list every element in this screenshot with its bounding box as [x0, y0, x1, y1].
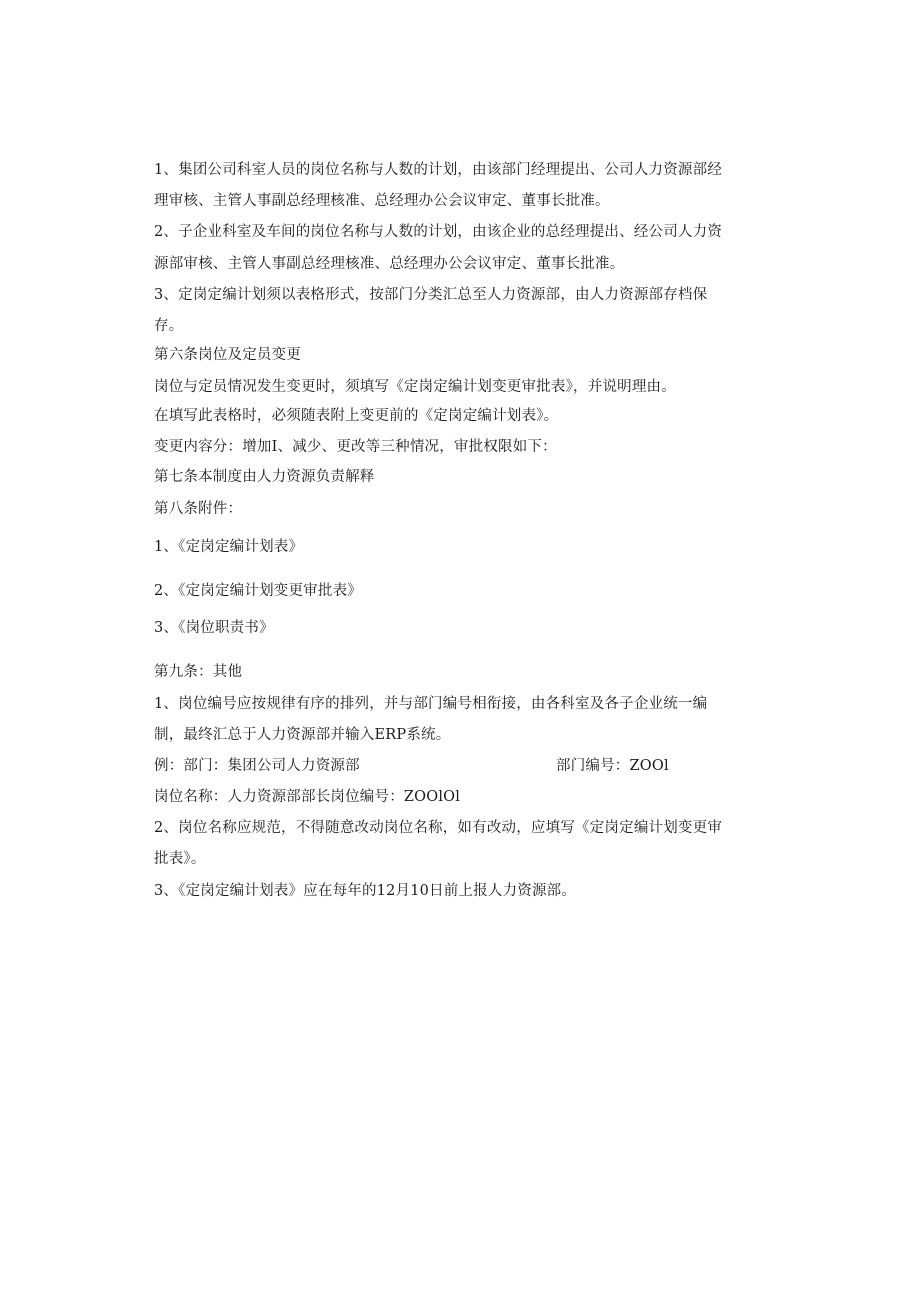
- paragraph-line: 3、《定岗定编计划表》应在每年的12月10日前上报人力资源部。: [154, 883, 577, 899]
- attachment-item: 1、《定岗定编计划表》: [154, 539, 304, 555]
- paragraph-line: 理审核、主管人事副总经理核准、总经理办公会议审定、董事长批准。: [154, 193, 610, 209]
- paragraph-line: 3、定岗定编计划须以表格形式，按部门分类汇总至人力资源部，由人力资源部存档保: [154, 287, 708, 303]
- paragraph-line: 岗位与定员情况发生变更时，须填写《定岗定编计划变更审批表》，并说明理由。: [154, 379, 676, 395]
- example-department: 例：部门：集团公司人力资源部: [154, 758, 360, 774]
- attachment-item: 2、《定岗定编计划变更审批表》: [154, 583, 362, 599]
- paragraph-line: 岗位名称：人力资源部部长岗位编号：ZOOlOl: [154, 789, 461, 805]
- paragraph-line: 在填写此表格时，必须随表附上变更前的《定岗定编计划表》。: [154, 408, 559, 424]
- paragraph-line: 2、子企业科室及车间的岗位名称与人数的计划，由该企业的总经理提出、经公司人力资: [154, 224, 723, 240]
- example-department-code: 部门编号：ZOOl: [556, 758, 669, 774]
- paragraph-line: 1、集团公司科室人员的岗位名称与人数的计划，由该部门经理提出、公司人力资源部经: [154, 162, 723, 178]
- paragraph-line: 批表》。: [154, 851, 206, 867]
- paragraph-line: 制，最终汇总于人力资源部并输入ERP系统。: [154, 727, 451, 743]
- paragraph-line: 源部审核、主管人事副总经理核准、总经理办公会议审定、董事长批准。: [154, 256, 625, 272]
- section-heading: 第八条附件：: [154, 501, 243, 517]
- paragraph-line: 2、岗位名称应规范，不得随意改动岗位名称，如有改动，应填写《定岗定编计划变更审: [154, 820, 723, 836]
- attachment-item: 3、《岗位职责书》: [154, 620, 274, 636]
- paragraph-line: 存。: [154, 318, 184, 334]
- section-heading: 第六条岗位及定员变更: [154, 347, 301, 363]
- paragraph-line: 变更内容分：增加I、减少、更改等三种情况，审批权限如下：: [154, 439, 557, 455]
- section-heading: 第七条本制度由人力资源负责解释: [154, 469, 375, 485]
- paragraph-line: 1、岗位编号应按规律有序的排列，并与部门编号相衔接，由各科室及各子企业统一编: [154, 696, 708, 712]
- section-heading: 第九条：其他: [154, 664, 243, 680]
- example-line: [154, 756, 754, 776]
